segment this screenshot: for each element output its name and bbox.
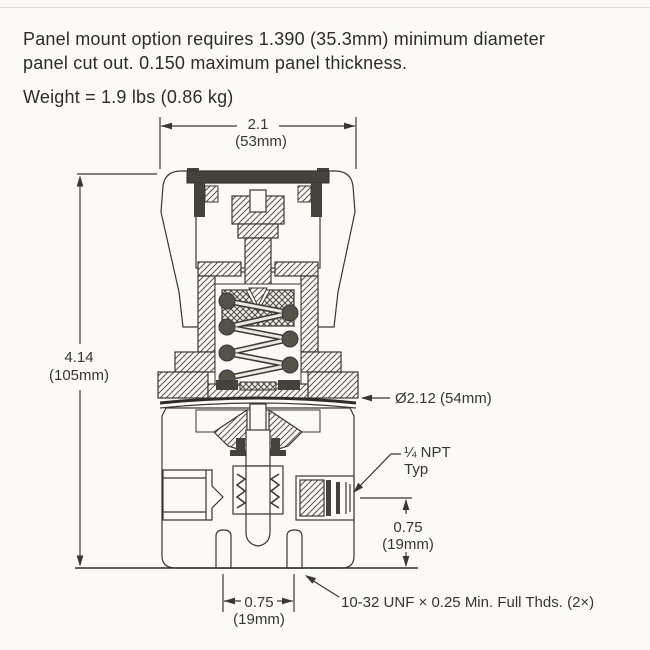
valve-body: [162, 404, 354, 568]
dim-overall-height-metric: (105mm): [48, 367, 109, 384]
dim-port-height-value: 0.75: [393, 519, 423, 536]
dim-overall-width-metric: (53mm): [235, 133, 287, 150]
dim-overall-width-value: 2.1: [247, 116, 269, 133]
note-weight: Weight = 1.9 lbs (0.86 kg): [23, 87, 234, 107]
knob-cap: [187, 171, 329, 183]
dim-hole-spacing-value: 0.75: [244, 594, 274, 611]
mounting-hole: [216, 530, 231, 568]
left-port: [163, 470, 223, 520]
dim-port-height-metric: (19mm): [382, 536, 434, 553]
right-port: [296, 476, 354, 520]
label-port-thread-line1: ¼ NPT: [404, 444, 451, 461]
dim-hole-spacing-metric: (19mm): [233, 611, 285, 628]
dim-overall-height-value: 4.14: [64, 349, 94, 366]
label-port-thread-line2: Typ: [404, 461, 429, 478]
label-body-diameter: Ø2.12 (54mm): [395, 390, 492, 407]
note-panel-mount-line2: panel cut out. 0.150 maximum panel thickness.: [23, 53, 408, 73]
mounting-hole: [287, 530, 302, 568]
note-panel-mount-line1: Panel mount option requires 1.390 (35.3mm) minimum diameter: [23, 29, 546, 49]
label-mount-thread: 10-32 UNF × 0.25 Min. Full Thds. (2×): [341, 594, 595, 611]
